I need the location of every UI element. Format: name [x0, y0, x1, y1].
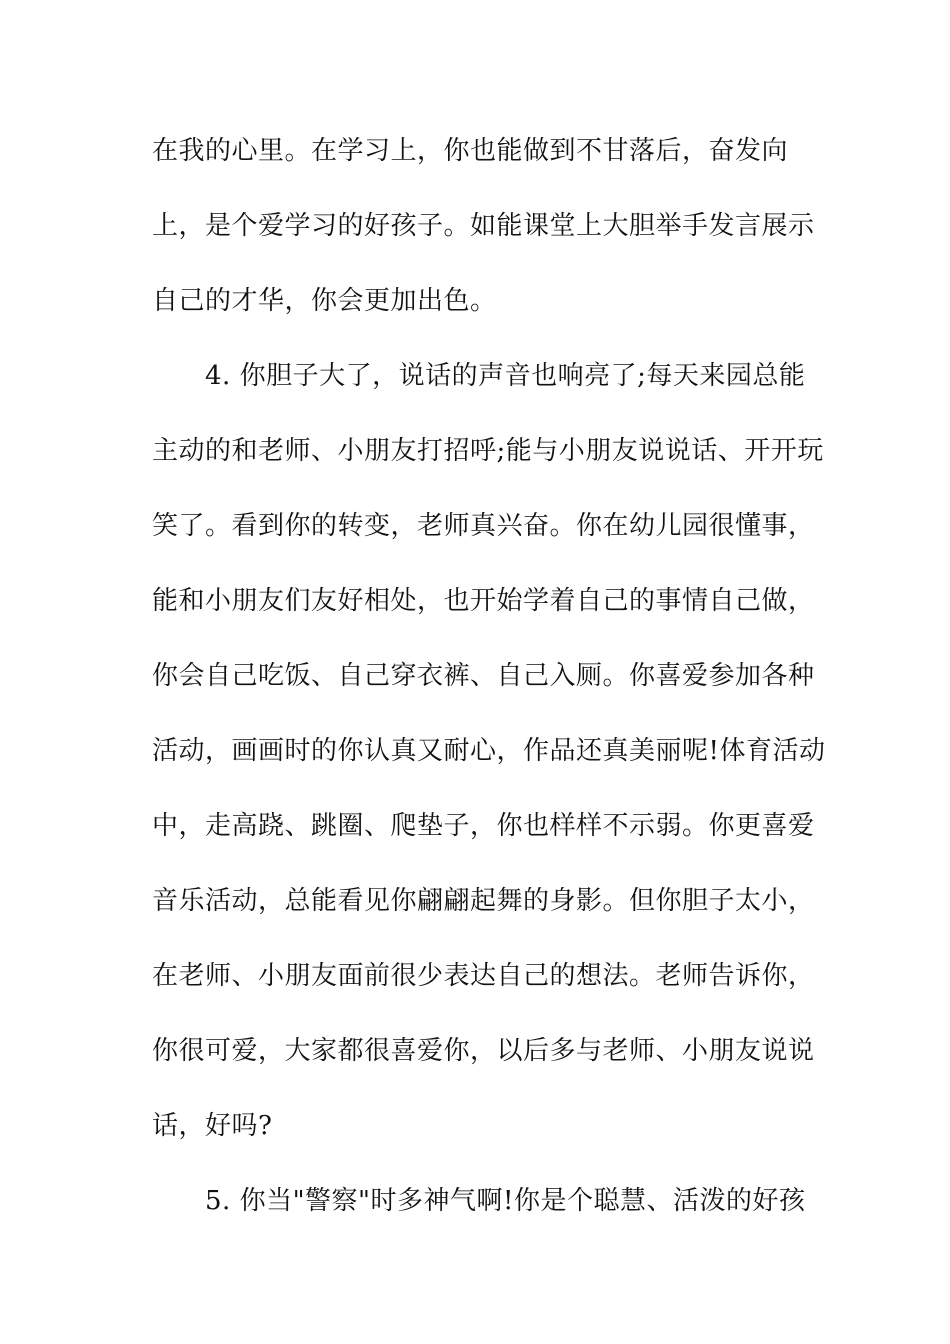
paragraph-line: 5. 你当"警察"时多神气啊!你是个聪慧、活泼的好孩: [205, 1186, 806, 1216]
paragraph-line: 话，好吗?: [152, 1111, 273, 1141]
paragraph-line: 自己的才华，你会更加出色。: [152, 286, 497, 316]
paragraph-line: 你会自己吃饭、自己穿衣裤、自己入厕。你喜爱参加各种: [152, 661, 815, 691]
paragraph-line: 主动的和老师、小朋友打招呼;能与小朋友说说话、开开玩: [152, 436, 824, 466]
paragraph-line: 4. 你胆子大了，说话的声音也响亮了;每天来园总能: [205, 361, 806, 391]
paragraph-line: 活动，画画时的你认真又耐心，作品还真美丽呢!体育活动: [152, 736, 826, 766]
paragraph-line: 能和小朋友们友好相处，也开始学着自己的事情自己做，: [152, 586, 815, 616]
paragraph-line: 音乐活动，总能看见你翩翩起舞的身影。但你胆子太小，: [152, 886, 815, 916]
paragraph-line: 在老师、小朋友面前很少表达自己的想法。老师告诉你，: [152, 961, 815, 991]
paragraph-line: 笑了。看到你的转变，老师真兴奋。你在幼儿园很懂事，: [152, 511, 815, 541]
paragraph-line: 中，走高跷、跳圈、爬垫子，你也样样不示弱。你更喜爱: [152, 811, 815, 841]
paragraph-line: 上，是个爱学习的好孩子。如能课堂上大胆举手发言展示: [152, 211, 815, 241]
paragraph-line: 在我的心里。在学习上，你也能做到不甘落后，奋发向: [152, 136, 789, 166]
paragraph-line: 你很可爱，大家都很喜爱你，以后多与老师、小朋友说说: [152, 1036, 815, 1066]
